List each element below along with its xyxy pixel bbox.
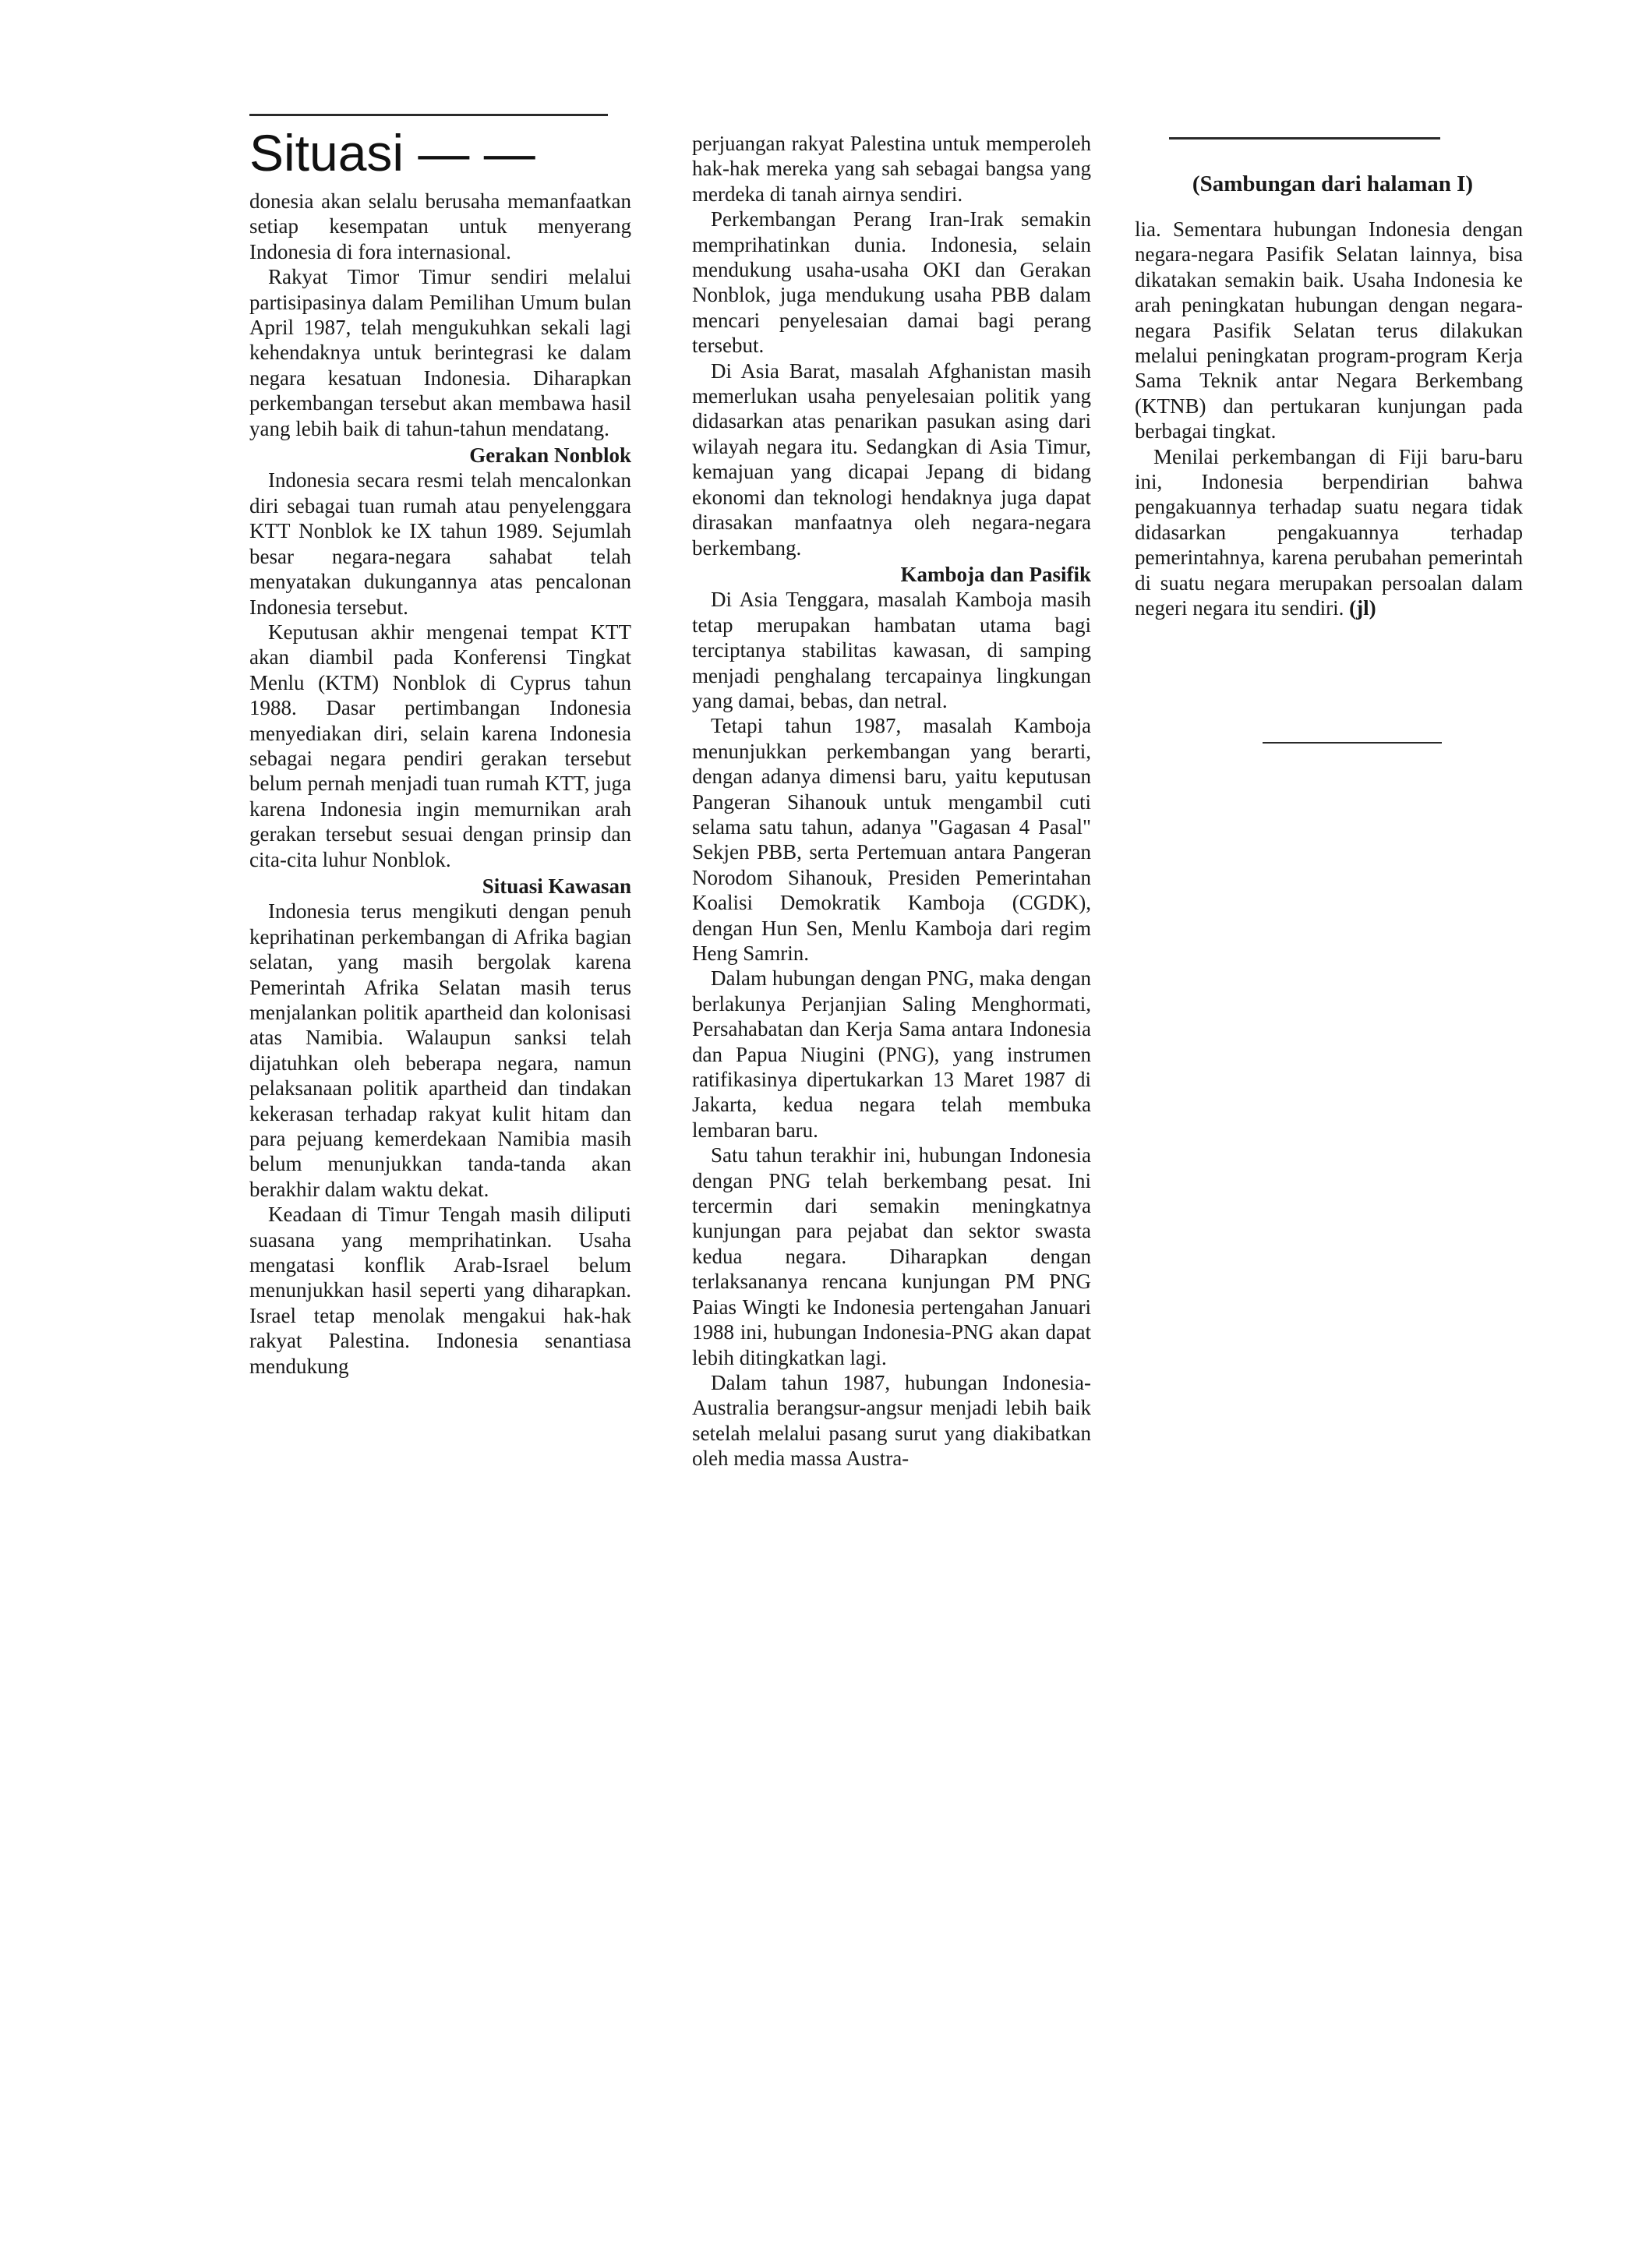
section-heading: Situasi Kawasan (482, 874, 631, 898)
paragraph-text: Satu tahun terakhir ini, hubungan Indonesia dengan PNG telah berkembang pesat. Ini tercermin dari semakin meningkatnya kunjungan para pejabat dan sektor swasta kedua negara. Diharapkan dengan terlaksananya rencana kunjungan PM PNG Paias Wingti ke Indonesia pertengahan Januari 1988 ini, hubungan Indonesia-PNG akan dapat lebih ditingkatkan lagi. (692, 1143, 1091, 1369)
paragraph-text: Menilai perkembangan di Fiji baru-baru ini, Indonesia berpendirian bahwa pengakuannya terhadap suatu negara tidak didasarkan pengakuannya terhadap pemerintahnya, karena perubahan pemerintah di suatu negara merupakan persoalan dalam negeri negara itu sendiri. (1135, 444, 1523, 620)
article-column-2 (692, 131, 1091, 1471)
paragraph (692, 359, 1091, 560)
paragraph-text: Di Asia Barat, masalah Afghanistan masih memerlukan usaha penyelesaian politik yang didasarkan atas penarikan pasukan asing dari wilayah negara itu. Sedangkan di Asia Timur, kemajuan yang dicapai Jepang di bidang ekonomi dan teknologi hendaknya juga dapat dirasakan manfaatnya oleh negara-negara berkembang. (692, 359, 1091, 560)
paragraph (692, 587, 1091, 713)
paragraph (692, 1370, 1091, 1471)
section-heading: Kamboja dan Pasifik (900, 562, 1091, 586)
author-credit: (jl) (1344, 596, 1376, 620)
bottom-rule-right (1263, 742, 1442, 744)
paragraph (692, 131, 1091, 207)
top-rule-left (249, 114, 608, 116)
article-column-1 (249, 189, 631, 1379)
paragraph-text: Indonesia terus mengikuti dengan penuh keprihatinan perkembangan di Afrika bagian selatan, yang masih bergolak karena Pemerintah Afrika Selatan masih terus menjalankan politik apartheid dan kolonisasi atas Namibia. Walaupun sanksi telah dijatuhkan oleh beberapa negara, namun pelaksanaan politik apartheid dan tindakan kekerasan terhadap rakyat kulit hitam dan para pejuang kemerdekaan Namibia masih belum menunjukkan tanda-tanda akan berakhir dalam waktu dekat. (249, 899, 631, 1201)
paragraph (692, 207, 1091, 358)
paragraph (249, 189, 631, 264)
paragraph (249, 899, 631, 1202)
paragraph (249, 1202, 631, 1379)
paragraph (692, 966, 1091, 1143)
paragraph-text: Tetapi tahun 1987, masalah Kamboja menunjukkan perkembangan yang berarti, dengan adanya dimensi baru, yaitu keputusan Pangeran Sihanouk untuk mengambil cuti selama satu tahun, adanya "Gagasan 4 Pasal" Sekjen PBB, serta Pertemuan antara Pangeran Norodom Sihanouk, Presiden Pemerintahan Koalisi Demokratik Kamboja (CGDK), dengan Hun Sen, Menlu Kamboja dari regim Heng Samrin. (692, 714, 1091, 965)
paragraph (249, 468, 631, 619)
paragraph-text: Dalam hubungan dengan PNG, maka dengan berlakunya Perjanjian Saling Menghormati, Persahabatan dan Kerja Sama antara Indonesia dan Papua Niugini (PNG), yang instrumen ratifikasinya dipertukarkan 13 Maret 1987 di Jakarta, kedua negara telah membuka lembaran baru. (692, 966, 1091, 1142)
paragraph-text: donesia akan selalu berusaha memanfaatkan setiap kesempatan untuk menyerang Indonesia di fora internasional. (249, 189, 631, 263)
paragraph-text: Keputusan akhir mengenai tempat KTT akan diambil pada Konferensi Tingkat Menlu (KTM) Nonblok di Cyprus tahun 1988. Dasar pertimbangan Indonesia menyediakan diri, selain karena Indonesia sebagai negara pendiri gerakan tersebut belum pernah menjadi tuan rumah KTT, juga karena Indonesia ingin memurnikan arah gerakan tersebut sesuai dengan prinsip dan cita-cita luhur Nonblok. (249, 620, 631, 871)
paragraph-text: Keadaan di Timur Tengah masih diliputi suasana yang memprihatinkan. Usaha mengatasi konflik Arab-Israel belum menunjukkan hasil seperti yang diharapkan. Israel tetap menolak mengakui hak-hak rakyat Palestina. Indonesia senantiasa mendukung (249, 1203, 631, 1378)
paragraph (692, 1143, 1091, 1370)
paragraph-text: Dalam tahun 1987, hubungan Indonesia-Australia berangsur-angsur menjadi lebih baik setelah melalui pasang surut yang diakibatkan oleh media massa Austra- (692, 1370, 1091, 1471)
paragraph (1135, 217, 1523, 444)
paragraph-text: Indonesia secara resmi telah mencalonkan diri sebagai tuan rumah atau penyelenggara KTT Nonblok ke IX tahun 1989. Sejumlah besar negara-negara sahabat telah menyatakan dukungannya atas pencalonan Indonesia tersebut. (249, 468, 631, 619)
paragraph (249, 620, 631, 872)
paragraph (1135, 444, 1523, 621)
headline: Situasi — — (249, 124, 535, 182)
continuation-title: (Sambungan dari halaman I) (1192, 171, 1474, 196)
paragraph-text: perjuangan rakyat Palestina untuk memperoleh hak-hak mereka yang sah sebagai bangsa yang merdeka di tanah airnya sendiri. (692, 132, 1091, 206)
paragraph-text: lia. Sementara hubungan Indonesia dengan negara-negara Pasifik Selatan lainnya, bisa dikatakan semakin baik. Usaha Indonesia ke arah peningkatan hubungan dengan negara-negara Pasifik Selatan terus dilakukan melalui peningkatan program-program Kerja Sama Teknik antar Negara Berkembang (KTNB) dan pertukaran kunjungan pada berbagai tingkat. (1135, 217, 1523, 443)
top-rule-right (1169, 137, 1440, 140)
paragraph-text: Di Asia Tenggara, masalah Kamboja masih tetap merupakan hambatan utama bagi terciptanya stabilitas kawasan, di samping menjadi penghalang tercapainya lingkungan yang damai, bebas, dan netral. (692, 588, 1091, 712)
paragraph (692, 713, 1091, 966)
section-heading: Gerakan Nonblok (469, 443, 631, 468)
paragraph-text: Perkembangan Perang Iran-Irak semakin memprihatinkan dunia. Indonesia, selain mendukung usaha-usaha OKI dan Gerakan Nonblok, juga mendukung usaha PBB dalam mencari penyelesaian damai bagi perang tersebut. (692, 207, 1091, 358)
paragraph (249, 264, 631, 441)
article-column-3 (1135, 217, 1523, 621)
paragraph-text: Rakyat Timor Timur sendiri melalui partisipasinya dalam Pemilihan Umum bulan April 1987, telah mengukuhkan sekali lagi kehendaknya untuk berintegrasi ke dalam negara kesatuan Indonesia. Diharapkan perkembangan tersebut akan membawa hasil yang lebih baik di tahun-tahun mendatang. (249, 265, 631, 440)
